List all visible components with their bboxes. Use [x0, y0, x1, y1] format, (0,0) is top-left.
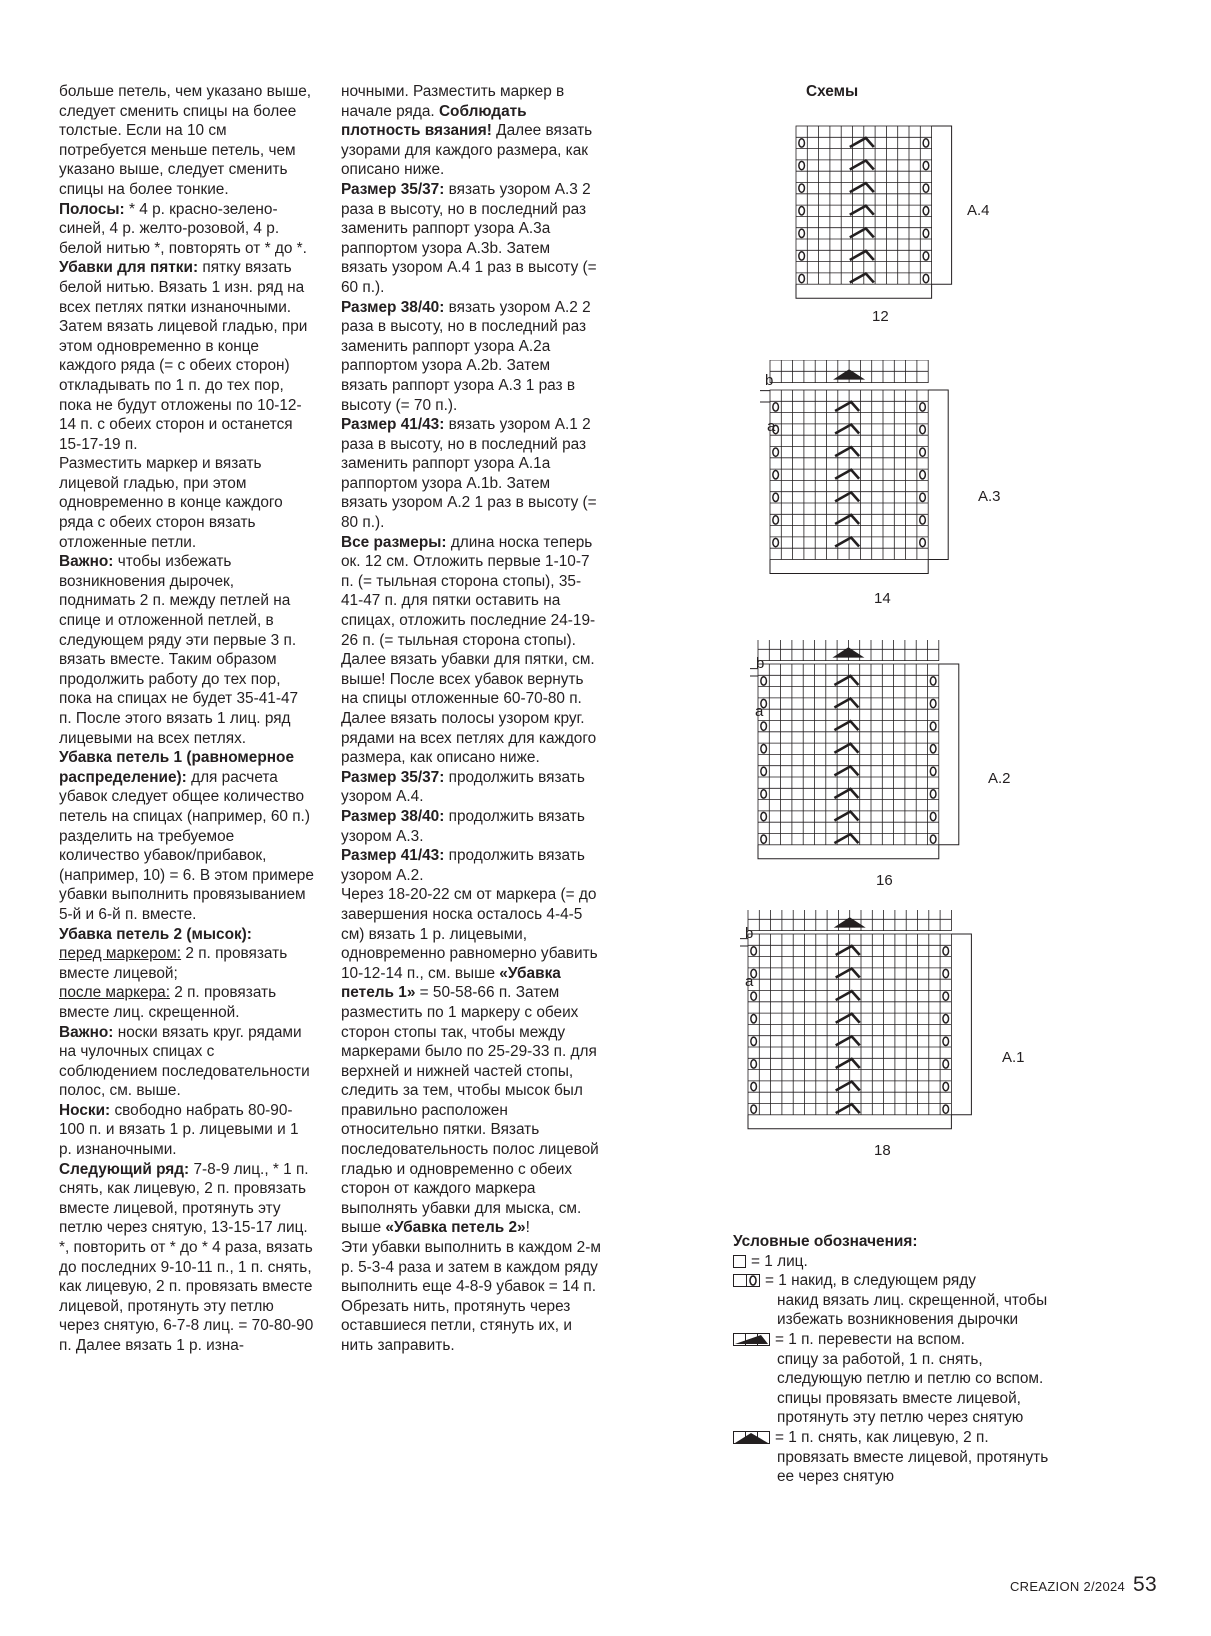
legend-item: = 1 п. снять, как лицевую, 2 п.	[733, 1428, 1063, 1448]
yarn-over-mark	[773, 538, 779, 546]
yarn-over-mark	[751, 1105, 757, 1113]
decrease-mark	[836, 969, 860, 978]
yarn-over-mark	[930, 699, 936, 707]
yarn-over-mark	[943, 1060, 949, 1068]
chart-a2	[750, 640, 1010, 902]
yarn-over-mark	[943, 947, 949, 955]
paragraph: Затем вязать лицевой гладью, при этом одновременно в конце каждого ряда (= с обеих сторон) откладывать по 1 п. до тех пор, пока не будут отложены по 10-12-14 п. с обеих сторон и останется 15-17-19 п.	[59, 318, 308, 453]
yarn-over-mark	[923, 184, 929, 192]
chart-a4-name: А.4	[967, 202, 990, 219]
yarn-over-mark	[799, 252, 805, 260]
chart-a3-a-label: a	[767, 418, 776, 435]
yarn-over-mark	[799, 229, 805, 237]
yarn-over-mark	[923, 229, 929, 237]
yarn-over-mark	[930, 745, 936, 753]
decrease-mark	[850, 161, 874, 170]
yarn-over-mark	[930, 812, 936, 820]
yarn-over-icon	[733, 1274, 761, 1287]
paragraph: Размер 35/37: продолжить вязать узором А.4.	[341, 768, 585, 806]
yarn-over-mark	[930, 835, 936, 843]
decrease-mark	[850, 138, 874, 147]
chart-a4	[792, 122, 992, 332]
decrease-mark	[835, 402, 859, 411]
chart-a1-b-label: b	[745, 925, 754, 942]
legend-item: = 1 накид, в следующем ряду	[733, 1271, 1063, 1291]
yarn-over-mark	[751, 1015, 757, 1023]
paragraph: Убавка петель 1 (равномерное распределение): для расчета убавок следует общее количество петель на спицах (например, 60 п.) разделить на требуемое количество убавок/прибавок, (например, 10) = 6. В этом примере убавки выполнить провязыванием 5-й и 6-й п. вместе.	[59, 749, 314, 923]
decrease-mark	[850, 274, 874, 283]
paragraph: Размер 38/40: вязать узором А.2 2 раза в высоту, но в последний раз заменить раппорт узора А.2a раппортом узора А.2b. Затем вязать раппорт узора А.3 1 раз в высоту (= 70 п.).	[341, 298, 591, 414]
yarn-over-mark	[761, 745, 767, 753]
chart-a2-name: А.2	[988, 770, 1011, 787]
yarn-over-mark	[943, 1037, 949, 1045]
decrease-mark	[834, 812, 858, 821]
decrease-mark	[835, 425, 859, 434]
yarn-over-mark	[920, 425, 926, 433]
decrease-mark	[850, 251, 874, 260]
yarn-over-mark	[751, 1037, 757, 1045]
paragraph: после маркера: 2 п. провязать вместе лиц. скрещенной.	[59, 984, 277, 1021]
decrease-mark	[835, 447, 859, 456]
yarn-over-mark	[920, 516, 926, 524]
yarn-over-mark	[773, 516, 779, 524]
chart-a3	[760, 360, 1000, 610]
legend-title: Условные обозначения:	[733, 1233, 918, 1250]
yarn-over-mark	[799, 161, 805, 169]
paragraph: Важно: носки вязать круг. рядами на чулочных спицах с соблюдением последовательности полос, см. выше.	[59, 1023, 310, 1100]
page-number: 53	[1133, 1573, 1157, 1596]
right-decrease-icon	[733, 1333, 771, 1346]
yarn-over-mark	[799, 207, 805, 215]
paragraph: Следующий ряд: 7-8-9 лиц., * 1 п. снять, как лицевую, 2 п. провязать вместе лицевой, протянуть эту петлю через снятую, 13-15-17 лиц. *, повторить от * до * 4 раза, вязать до последних 9-10-11 п., 1 п. снять, как лицевую, 2 п. провязать вместе лицевой, протянуть эту петлю через снятую, 6-7-8 лиц. = 70-80-90 п. Далее вязать 1 р. изна-	[59, 1160, 314, 1354]
yarn-over-mark	[761, 677, 767, 685]
paragraph: Через 18-20-22 см от маркера (= до завершения носка осталось 4-4-5 см) вязать 1 р. лицевыми, одновременно равномерно убавить 10-12-14 п., см. выше «Убавка петель 1» = 50-58-66 п. Затем разместить по 1 маркеру с обеих сторон стопы так, чтобы между маркерами было по 25-29-33 п. для верхней и нижней частей стопы, следить за тем, чтобы мысок был правильно расположен относительно пятки. Вязать последовательность полос лицевой гладью и одновременно с обеих сторон от каждого маркера выполнять убавки для мыска, см. выше «Убавка петель 2»!	[341, 886, 599, 1237]
charts-title: Схемы	[806, 83, 859, 100]
yarn-over-mark	[761, 767, 767, 775]
yarn-over-mark	[751, 947, 757, 955]
knit-square-icon	[733, 1255, 747, 1268]
legend: Условные обозначения: = 1 лиц. = 1 накид, в следующем ряду накид вязать лиц. скрещенной, чтобы избежать возникновения дырочки = 1 п. перевести на вспом. спицу за работой, 1 п. снять, следующую петлю и петлю со вспом. спицы провязать вместе лицевой, протянуть эту петлю через снятую = 1 п. снять, как лицевую, 2 п. провязать вместе лицевой, протянуть ее через снятую	[733, 1232, 1063, 1487]
decrease-mark	[835, 538, 859, 547]
chart-a1-width: 18	[874, 1142, 891, 1159]
text-column-left	[59, 82, 314, 1356]
chart-a2-b-label: b	[756, 655, 765, 672]
decrease-mark	[850, 228, 874, 237]
decrease-mark	[836, 946, 860, 955]
paragraph: Убавка петель 2 (мысок):	[59, 925, 252, 943]
paragraph: Размер 41/43: продолжить вязать узором А.2.	[341, 847, 585, 884]
yarn-over-mark	[923, 139, 929, 147]
legend-item: = 1 п. перевести на вспом.	[733, 1330, 1063, 1350]
yarn-over-mark	[930, 790, 936, 798]
decrease-mark	[836, 1014, 860, 1023]
yarn-over-mark	[943, 1082, 949, 1090]
decrease-mark	[834, 744, 858, 753]
decrease-mark	[834, 699, 858, 708]
yarn-over-mark	[773, 448, 779, 456]
yarn-over-mark	[761, 812, 767, 820]
paragraph: Размер 35/37: вязать узором А.3 2 раза в высоту, но в последний раз заменить раппорт узора А.3a раппортом узора А.3b. Затем вязать узором А.4 1 раз в высоту (= 60 п.).	[341, 180, 597, 296]
yarn-over-mark	[923, 274, 929, 282]
paragraph: Все размеры: длина носка теперь ок. 12 см. Отложить первые 1-10-7 п. (= тыльная сторона стопы), 35-41-47 п. для пятки оставить на спицах, отложить последние 24-19-26 п. (= тыльная сторона стопы). Далее вязать убавки для пятки, см. выше! После всех убавок вернуть на спицы отложенные 60-70-80 п. Далее вязать полосы узором круг. рядами на всех петлях для каждого размера, как описано ниже.	[341, 533, 597, 767]
double-decrease-icon	[733, 1431, 771, 1444]
decrease-mark	[850, 183, 874, 192]
yarn-over-mark	[751, 1082, 757, 1090]
decrease-mark	[836, 1104, 860, 1113]
yarn-over-mark	[799, 139, 805, 147]
paragraph: Носки: свободно набрать 80-90-100 п. и вязать 1 р. лицевыми и 1 р. изнаночными.	[59, 1101, 299, 1159]
decrease-mark	[850, 206, 874, 215]
yarn-over-mark	[920, 538, 926, 546]
decrease-mark	[835, 470, 859, 479]
yarn-over-mark	[930, 677, 936, 685]
magazine-name: CREAZION 2/2024	[1009, 1579, 1126, 1594]
chart-a1-name: А.1	[1002, 1049, 1025, 1066]
yarn-over-mark	[761, 722, 767, 730]
paragraph: Полосы: * 4 р. красно-зелено-синей, 4 р. желто-розовой, 4 р. белой нитью *, повторять от * до *.	[59, 200, 307, 257]
yarn-over-mark	[930, 722, 936, 730]
paragraph: ночными. Разместить маркер в начале ряда. Соблюдать плотность вязания! Далее вязать узорами для каждого размера, как описано ниже.	[341, 83, 593, 179]
decrease-mark	[834, 834, 858, 843]
decrease-mark	[834, 721, 858, 730]
paragraph: Разместить маркер и вязать лицевой гладью, при этом одновременно в конце каждого ряда с обеих сторон вязать отложенные петли.	[59, 455, 283, 551]
yarn-over-mark	[920, 403, 926, 411]
paragraph: больше петель, чем указано выше, следует сменить спицы на более толстые. Если на 10 см потребуется меньше петель, чем указано выше, следует сменить спицы на более тонкие.	[59, 83, 312, 198]
yarn-over-mark	[943, 1105, 949, 1113]
yarn-over-mark	[920, 493, 926, 501]
page-footer	[1010, 1573, 1157, 1597]
yarn-over-mark	[943, 969, 949, 977]
text-column-middle	[341, 82, 601, 1356]
decrease-mark	[835, 492, 859, 501]
yarn-over-mark	[761, 790, 767, 798]
chart-a1-a-label: a	[745, 973, 754, 990]
yarn-over-mark	[773, 471, 779, 479]
yarn-over-mark	[923, 252, 929, 260]
chart-a3-name: А.3	[978, 488, 1001, 505]
chart-a2-width: 16	[876, 872, 893, 889]
yarn-over-mark	[799, 274, 805, 282]
yarn-over-mark	[761, 835, 767, 843]
yarn-over-mark	[943, 1015, 949, 1023]
paragraph: перед маркером: 2 п. провязать вместе лицевой;	[59, 945, 288, 982]
decrease-mark	[836, 1036, 860, 1045]
paragraph: Убавки для пятки: пятку вязать белой нитью. Вязать 1 изн. ряд на всех петлях пятки изнаночными.	[59, 259, 305, 316]
chart-a3-width: 14	[874, 590, 891, 607]
yarn-over-mark	[930, 767, 936, 775]
yarn-over-mark	[751, 1060, 757, 1068]
yarn-over-mark	[923, 161, 929, 169]
yarn-over-mark	[923, 207, 929, 215]
chart-a1	[740, 910, 1020, 1172]
decrease-mark	[834, 789, 858, 798]
yarn-over-mark	[773, 403, 779, 411]
decrease-mark	[836, 1059, 860, 1068]
paragraph: Эти убавки выполнить в каждом 2-м р. 5-3-4 раза и затем в каждом ряду выполнить еще 4-8-9 убавок = 14 п. Обрезать нить, протянуть через оставшиеся петли, стянуть их, и нить заправить.	[341, 1239, 601, 1354]
yarn-over-mark	[943, 992, 949, 1000]
decrease-mark	[834, 676, 858, 685]
legend-item: = 1 лиц.	[733, 1252, 1063, 1272]
chart-a2-a-label: a	[755, 703, 764, 720]
chart-a4-width: 12	[872, 308, 889, 325]
decrease-mark	[836, 991, 860, 1000]
decrease-mark	[836, 1082, 860, 1091]
paragraph: Размер 41/43: вязать узором А.1 2 раза в высоту, но в последний раз заменить раппорт узора А.1a раппортом узора А.1b. Затем вязать узором А.2 1 раз в высоту (= 80 п.).	[341, 416, 597, 532]
paragraph: Важно: чтобы избежать возникновения дырочек, поднимать 2 п. между петлей на спице и отложенной петлей, в следующем ряду эти первые 3 п. вязать вместе. Таким образом продолжить работу до тех пор, пока на спицах не будет 35-41-47 п. После этого вязать 1 лиц. ряд лицевыми на всех петлях.	[59, 553, 299, 747]
yarn-over-mark	[751, 992, 757, 1000]
yarn-over-mark	[773, 493, 779, 501]
decrease-mark	[834, 766, 858, 775]
yarn-over-mark	[799, 184, 805, 192]
paragraph: Размер 38/40: продолжить вязать узором А.3.	[341, 807, 585, 845]
decrease-mark	[835, 515, 859, 524]
yarn-over-mark	[920, 448, 926, 456]
chart-a3-b-label: b	[765, 372, 774, 389]
yarn-over-mark	[920, 471, 926, 479]
